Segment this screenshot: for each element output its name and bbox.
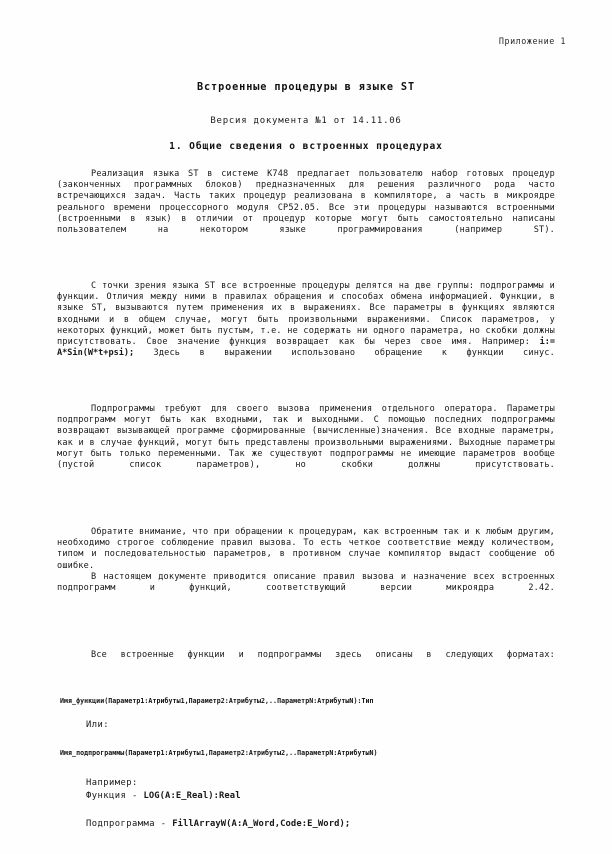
subprogram-format-signature: Имя_подпрограммы(Параметр1:Атрибуты1,Параметр2:Атрибуты2,..ПараметрN:АтрибутыN) — [60, 749, 378, 757]
function-example-line — [86, 791, 241, 801]
paragraph-functions-text-a: С точки зрения языка ST все встроенные процедуры делятся на две группы: подпрограммы и функции. Отличия между ними в правилах обращения и способах обмена информацией. Функции, в языке ST, вызываются путем применения их в выражениях. Все параметры в функциях являются входными и в общем случае, могут быть произвольными выражениями. Список параметров, у некоторых функций, может быть пустым, т.е. не содержать ни одного параметра, но скобки должны присутствовать. Свое значение функция возвращает как бы через свое имя. Например: — [57, 281, 555, 347]
section-heading: 1. Общие сведения о встроенных процедурах — [169, 141, 443, 152]
appendix-header: Приложение 1 — [498, 36, 566, 46]
inline-code-sin-example: i:= A*Sin(W*t+psi); — [57, 336, 555, 359]
paragraph-scope: В настоящем документе приводится описание правил вызова и назначение всех встроенных подпрограмм и функций, соответствующий версии микроядра 2.42. — [57, 572, 555, 594]
document-title: Встроенные процедуры в языке ST — [196, 82, 416, 93]
function-example-code: LOG(A:E_Real):Real — [143, 791, 241, 801]
paragraph-functions — [57, 281, 555, 371]
function-example-label: Функция - — [86, 791, 144, 801]
example-label: Например: — [86, 778, 138, 788]
subprogram-example-code: FillArrayW(A:A_Word,Code:E_Word); — [172, 819, 351, 829]
function-format-signature: Имя_функции(Параметр1:Атрибуты1,Параметр2:Атрибуты2,..ПараметрN:АтрибутыN):Тип — [60, 697, 374, 705]
subprogram-example-label: Подпрограмма - — [86, 819, 173, 829]
paragraph-block-3 — [57, 404, 555, 482]
paragraph-functions-text-b: Здесь в выражении использовано обращение к функции синус. — [134, 348, 555, 359]
paragraph-intro: Реализация языка ST в системе К748 предлагает пользователю набор готовых процедур (законченных программных блоков) предназначенных для решения различного рода часто встречающихся задач. Часть таких процедур реализована в компиляторе, а часть в микроядре реального времени процессорного модуля CP52.05. Все эти процедуры называются встроенными (встроенными в язык) в отличии от процедур которые могут быть самостоятельно написаны пользователем на некотором языке программирования (например ST). — [57, 169, 555, 235]
formats-intro-text: Все встроенные функции и подпрограммы здесь описаны в следующих форматах: — [91, 650, 555, 660]
or-label: Или: — [86, 720, 109, 730]
paragraph-block-5 — [57, 572, 555, 606]
paragraph-attention: Обратите внимание, что при обращении к процедурам, как встроенным так и к любым другим, необходимо строгое соблюдение правил вызова. То есть четкое соответствие между количеством, типом и последовательностью параметров, в противном случае компилятор выдаст сообщение об ошибке. — [57, 527, 555, 571]
subprogram-example-line — [86, 819, 350, 829]
paragraph-subprograms: Подпрограммы требуют для своего вызова применения отдельного оператора. Параметры подпрограмм могут быть как входными, так и выходными. С помощью последних подпрограммы возвращают вызывающей программе сформированные (вычисленные)значения. Все входные параметры, как и в случае функций, могут быть представлены произвольными выражениями. Выходные параметры могут быть только переменными. Так же существуют подпрограммы не имеющие параметров вообще (пустой список параметров), но скобки должны присутствовать. — [57, 404, 555, 470]
document-version: Версия документа №1 от 14.11.06 — [210, 116, 402, 126]
formats-intro-block — [57, 650, 555, 672]
paragraph-block-2 — [57, 281, 555, 371]
paragraph-block-1 — [57, 169, 555, 247]
